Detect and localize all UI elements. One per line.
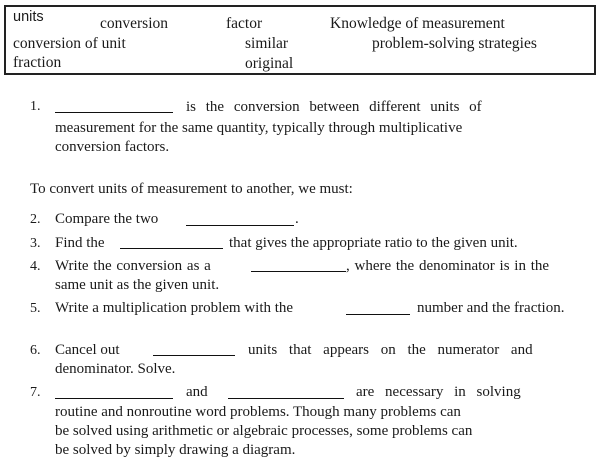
- word-units: units: [13, 9, 44, 25]
- item-5-text-before: Write a multiplication problem with the: [55, 300, 294, 316]
- item-2-text-before: Compare the two: [55, 211, 159, 227]
- word-conversion: conversion: [100, 15, 169, 32]
- item-3-text-after: that gives the appropriate ratio to the given unit.: [229, 235, 518, 251]
- item-4-line-2: same unit as the given unit.: [55, 277, 220, 293]
- word-problem-solving-strategies: problem-solving strategies: [372, 35, 537, 52]
- item-6-text-after: units that appears on the numerator and: [248, 342, 533, 358]
- answer-blank-1[interactable]: [55, 99, 173, 113]
- item-1-line-3: conversion factors.: [55, 139, 170, 155]
- item-number-3: 3.: [30, 236, 41, 251]
- answer-blank-6[interactable]: [153, 342, 235, 356]
- item-number-4: 4.: [30, 259, 41, 274]
- item-4-text-after: , where the denominator is in the: [346, 258, 550, 274]
- item-7-text-after: are necessary in solving: [356, 384, 521, 400]
- word-fraction: fraction: [13, 54, 62, 71]
- item-number-5: 5.: [30, 301, 41, 316]
- word-knowledge-of-measurement: Knowledge of measurement: [330, 15, 505, 32]
- word-conversion-of-unit: conversion of unit: [13, 35, 126, 52]
- word-original: original: [245, 55, 294, 72]
- word-factor: factor: [226, 15, 263, 32]
- item-1-line-1: is the conversion between different units of: [186, 99, 482, 115]
- answer-blank-7b[interactable]: [228, 385, 344, 399]
- item-number-1: 1.: [30, 99, 41, 114]
- item-6-line-2: denominator. Solve.: [55, 361, 176, 377]
- answer-blank-2[interactable]: [186, 212, 294, 226]
- answer-blank-4[interactable]: [251, 258, 346, 272]
- item-5-text-after: number and the fraction.: [417, 300, 565, 316]
- item-number-7: 7.: [30, 385, 41, 400]
- item-number-6: 6.: [30, 343, 41, 358]
- item-1-line-2: measurement for the same quantity, typically through multiplicative: [55, 120, 463, 136]
- answer-blank-7a[interactable]: [55, 385, 173, 399]
- item-7-line-3: be solved using arithmetic or algebraic processes, some problems can: [55, 423, 473, 439]
- answer-blank-3[interactable]: [120, 235, 223, 249]
- item-number-2: 2.: [30, 212, 41, 227]
- item-4-text-before: Write the conversion as a: [55, 258, 211, 274]
- answer-blank-5[interactable]: [346, 301, 410, 315]
- item-7-line-2: routine and nonroutine word problems. Though many problems can: [55, 404, 461, 420]
- item-6-text-before: Cancel out: [55, 342, 120, 358]
- item-2-text-after: .: [295, 211, 299, 227]
- item-7-text-and: and: [186, 384, 208, 400]
- word-similar: similar: [245, 35, 289, 52]
- item-7-line-4: be solved by simply drawing a diagram.: [55, 442, 296, 458]
- item-3-text-before: Find the: [55, 235, 105, 251]
- instructions-intro: To convert units of measurement to another, we must:: [30, 181, 353, 197]
